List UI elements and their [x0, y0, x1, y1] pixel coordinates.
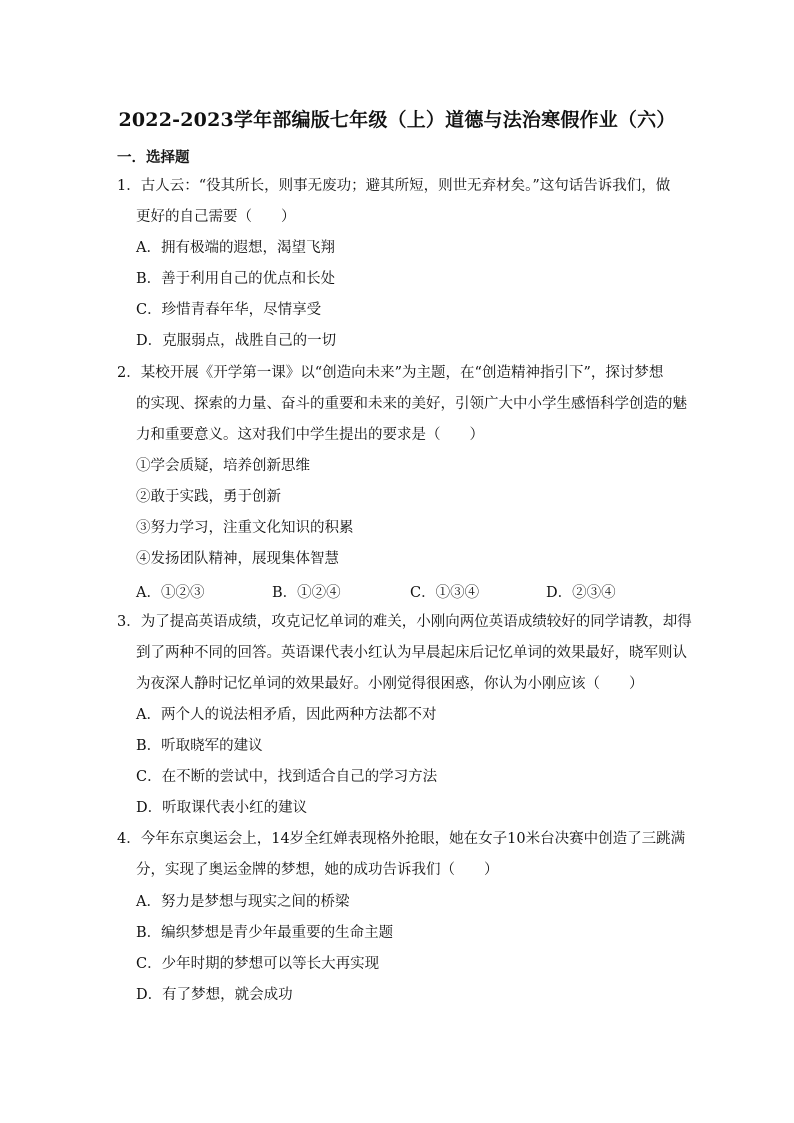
- question-4-stem: 4．今年东京奥运会上，14岁全红婵表现格外抢眼，她在女子10米台决赛中创造了三跳满: [117, 831, 686, 847]
- question-1-option-b: B．善于利用自己的优点和长处: [136, 271, 336, 287]
- question-2-option-d: D．②③④: [546, 585, 616, 601]
- question-2-option-c: C．①③④: [410, 585, 480, 601]
- question-2-item-3: ③努力学习，注重文化知识的积累: [136, 520, 354, 536]
- question-4-option-c: C．少年时期的梦想可以等长大再实现: [136, 956, 380, 972]
- document-title: 2022-2023学年部编版七年级（上）道德与法治寒假作业（六）: [118, 109, 676, 131]
- question-2-stem-cont: 力和重要意义。这对我们中学生提出的要求是（ ）: [136, 427, 484, 443]
- question-3-option-a: A．两个人的说法相矛盾，因此两种方法都不对: [136, 707, 437, 723]
- question-4-option-a: A．努力是梦想与现实之间的桥梁: [136, 894, 350, 910]
- question-1-option-a: A．拥有极端的遐想，渴望飞翔: [136, 240, 335, 256]
- question-3-stem-cont: 为夜深人静时记忆单词的效果最好。小刚觉得很困惑，你认为小刚应该（ ）: [136, 676, 644, 692]
- question-3-stem-cont: 到了两种不同的回答。英语课代表小红认为早晨起床后记忆单词的效果最好，晓军则认: [136, 645, 687, 661]
- question-2-option-b: B．①②④: [272, 585, 341, 601]
- question-1-option-c: C．珍惜青春年华，尽情享受: [136, 302, 322, 318]
- question-2-stem: 2．某校开展《开学第一课》以“创造向未来”为主题，在“创造精神指引下”，探讨梦想: [117, 365, 664, 381]
- question-2-item-2: ②敢于实践，勇于创新: [136, 489, 281, 505]
- question-4-option-b: B．编织梦想是青少年最重要的生命主题: [136, 925, 394, 941]
- question-2-stem-cont: 的实现、探索的力量、奋斗的重要和未来的美好，引领广大中小学生感悟科学创造的魅: [136, 396, 687, 412]
- question-1-stem-cont: 更好的自己需要（ ）: [136, 209, 296, 225]
- question-3-option-b: B．听取晓军的建议: [136, 738, 263, 754]
- question-4-stem-cont: 分，实现了奥运金牌的梦想，她的成功告诉我们（ ）: [136, 862, 499, 878]
- question-2-option-a: A．①②③: [136, 585, 205, 601]
- question-3-stem: 3．为了提高英语成绩，攻克记忆单词的难关，小刚向两位英语成绩较好的同学请教，却得: [117, 614, 692, 630]
- question-1-stem: 1．古人云：“役其所长，则事无废功；避其所短，则世无弃材矣。”这句话告诉我们，做: [117, 178, 671, 194]
- question-2-item-4: ④发扬团队精神，展现集体智慧: [136, 551, 339, 567]
- question-1-option-d: D．克服弱点，战胜自己的一切: [136, 333, 337, 349]
- question-2-item-1: ①学会质疑，培养创新思维: [136, 458, 310, 474]
- question-3-option-d: D．听取课代表小红的建议: [136, 800, 308, 816]
- question-3-option-c: C．在不断的尝试中，找到适合自己的学习方法: [136, 769, 438, 785]
- section-heading: 一．选择题: [117, 149, 190, 166]
- question-4-option-d: D．有了梦想，就会成功: [136, 987, 293, 1003]
